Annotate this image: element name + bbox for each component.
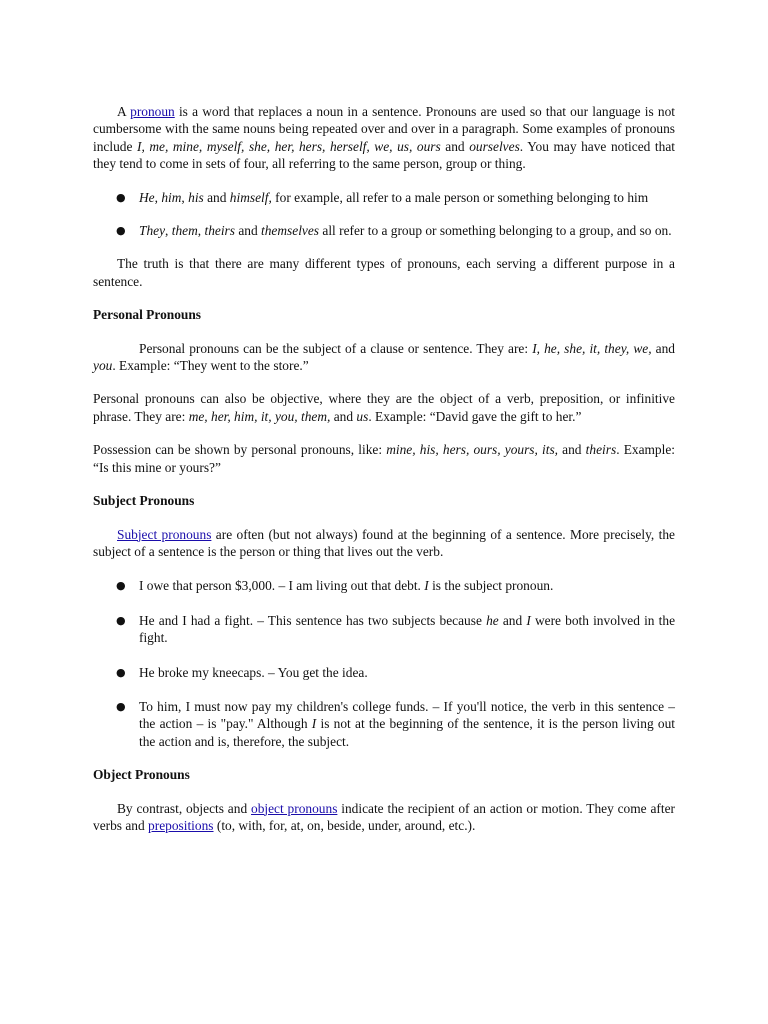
separator: and [234,223,262,239]
italic-word: He [139,189,155,205]
italic-word: theirs [204,223,235,239]
list-item [93,577,675,594]
list-item-text: I owe that person $3,000. – I am living out that debt. [139,578,425,594]
italic-word: his [188,189,204,205]
list-item-text: is not at the beginning of the sentence, it is the person living out the action and is, therefore, the subject. [139,716,676,749]
italic-word: them [171,223,198,239]
bullet-icon: ● [116,224,126,238]
paragraph-text: indicate the recipient of an action or motion. They come after verbs and [93,800,675,833]
paragraph-text: Personal pronouns can also be objective, where they are the object of a verb, preposition, or infinitive phrase. They are: [93,391,675,424]
italic-word: him [161,189,182,205]
intro-text-b: is a word that replaces a noun in a sentence. Pronouns are used so that our language is not cumbersome with the same nouns being repeated over and over in a paragraph. Some examples of pronouns include [93,104,675,154]
intro-paragraph [93,103,675,173]
paragraph-text: Possession can be shown by personal pronouns, like: [93,442,387,458]
list-item [93,612,675,647]
document-page [93,103,675,834]
paragraph-text: . Example: “Is this mine or yours?” [93,442,676,475]
list-item-text: He and I had a fight. – This sentence has two subjects because [139,612,487,628]
separator: , [181,189,189,205]
italic-word: himself, [229,189,272,205]
italic-list: me, her, him, it, you, them, [188,408,331,424]
separator: , [154,189,162,205]
italic-word: us [356,408,369,424]
separator: , [197,223,205,239]
paragraph-text: (to, with, for, at, on, beside, under, around, etc.). [213,817,476,833]
bullet-icon: ● [116,699,126,713]
personal-paragraph-3 [93,441,675,476]
intro-text-c: . You may have noticed that they tend to come in sets of four, all referring to the same person, group or thing. [93,138,675,172]
italic-word: he [486,612,499,628]
separator: and [203,189,230,205]
bullet-icon: ● [116,613,126,627]
list-item [93,222,675,239]
paragraph-text: are often (but not always) found at the beginning of a sentence. More precisely, the subject of a sentence is the person or thing that lives out the verb. [93,526,675,559]
list-item-text: were both involved in the fight. [139,612,676,646]
list-item-text: for example, all refer to a male person or something belonging to him [271,189,649,205]
intro-text-a: A [117,104,131,119]
subject-pronouns-link[interactable]: Subject pronouns [117,526,212,542]
list-item [93,664,675,681]
paragraph-text: . Example: “They went to the store.” [112,358,309,374]
bullet-icon: ● [116,665,126,679]
intro-examples: I, me, mine, myself, she, her, hers, herself, we, us, ours [136,138,441,154]
list-item-text: all refer to a group or something belonging to a group, and so on. [319,223,672,239]
object-paragraph [93,800,675,835]
bullet-icon: ● [116,190,126,204]
list-item-text: He broke my kneecaps. – You get the idea. [139,664,368,680]
italic-word: They [139,223,166,239]
personal-paragraph-2 [93,390,675,425]
paragraph-text: . Example: “David gave the gift to her.” [368,408,582,424]
personal-pronouns-heading: Personal Pronouns [93,307,202,323]
intro-and: and [440,138,470,154]
separator: , [165,223,172,239]
list-item [93,189,675,206]
examples-list [93,189,675,240]
personal-paragraph-1 [93,340,675,375]
subject-intro-paragraph [93,526,675,561]
separator: and [498,612,527,628]
subject-examples-list [93,577,675,750]
italic-word: I [311,716,317,732]
italic-word: you [93,358,113,374]
intro-ourselves: ourselves [469,138,520,154]
italic-word: theirs [585,442,617,458]
subject-pronouns-heading: Subject Pronouns [93,493,195,509]
italic-word: themselves [261,223,320,239]
bullet-icon: ● [116,579,126,593]
object-pronouns-link[interactable]: object pronouns [251,800,338,816]
italic-list: I, he, she, it, they, we, [532,340,652,356]
italic-word: I [526,612,531,628]
truth-paragraph: The truth is that there are many different types of pronouns, each serving a different purpose in a sentence. [93,256,675,289]
italic-list: mine, his, hers, ours, yours, its, [386,442,559,458]
prepositions-link[interactable]: prepositions [148,817,214,833]
paragraph-text: Personal pronouns can be the subject of a clause or sentence. They are: [139,340,533,356]
list-item-text: is the subject pronoun. [428,578,554,594]
list-item [93,698,675,750]
separator: and [330,408,357,424]
paragraph-text: By contrast, objects and [117,800,251,816]
pronoun-link[interactable]: pronoun [130,104,175,119]
object-pronouns-heading: Object Pronouns [93,767,190,783]
separator: and [651,340,676,356]
separator: and [558,442,586,458]
italic-word: I [424,578,429,594]
list-item-text: To him, I must now pay my children's college funds. – If you'll notice, the verb in this sentence – the action – is "pay." Although [139,698,675,732]
